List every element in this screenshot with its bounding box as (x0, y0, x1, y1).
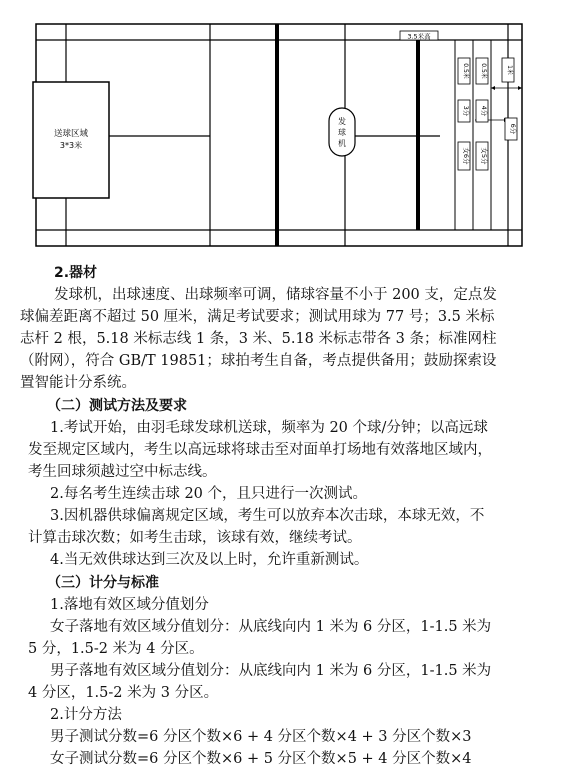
para-line: 3.因机器供球偏离规定区域，考生可以放弃本次击球，本球无效，不 (50, 508, 485, 524)
court-diagram (0, 0, 563, 262)
serve-area-box (33, 82, 109, 198)
para-line: （附网），符合 GB/T 19851；球拍考生自备，考点提供备用；鼓励探索设 (20, 353, 497, 369)
para-line: 计算击球次数；如考生击球，该球有效，继续考试。 (28, 530, 362, 546)
serve-area-size: 3*3米 (59, 141, 83, 150)
label-6fen: 6分 (509, 123, 517, 135)
para-line: 考生回球须越过空中标志线。 (28, 464, 217, 480)
heading-method: （二）测试方法及要求 (47, 398, 187, 414)
para-line: 1.落地有效区域分值划分 (50, 597, 209, 613)
label-05m-b: 0.5米 (480, 63, 487, 79)
para-line: 2.计分方法 (50, 707, 122, 723)
label-female6: 女6分 (462, 147, 470, 165)
serve-area-label: 送球区域 (53, 129, 89, 139)
svg-text:机: 机 (338, 139, 346, 148)
para-line: 4.当无效供球达到三次及以上时，允许重新测试。 (50, 552, 369, 568)
heading-scoring: （三）计分与标准 (47, 575, 159, 591)
document-body (0, 262, 563, 773)
para-line: 男子落地有效区域分值划分：从底线向内 1 米为 6 分区，1-1.5 米为 (50, 663, 492, 679)
para-line: 女子测试分数=6 分区个数×6 + 5 分区个数×5 + 4 分区个数×4 (50, 751, 472, 767)
label-05m-a: 0.5米 (462, 63, 469, 79)
para-line: 置智能计分系统。 (20, 375, 136, 391)
label-3fen: 3分 (462, 105, 470, 117)
para-line: 志杆 2 根，5.18 米标志线 1 条，3 米、5.18 米标志带各 3 条；标准网柱 (20, 331, 497, 347)
svg-text:球: 球 (338, 128, 346, 137)
para-line: 1.考试开始，由羽毛球发球机送球，频率为 20 个球/分钟；以高远球 (50, 420, 488, 436)
para-line: 发球机，出球速度、出球频率可调，储球容量不小于 200 支，定点发 (54, 287, 497, 303)
heading-equipment: 2.器材 (54, 265, 98, 281)
para-line: 发至规定区域内，考生以高远球将球击至对面单打场地有效落地区域内， (28, 442, 492, 458)
svg-text:发: 发 (338, 117, 346, 126)
para-line: 男子测试分数=6 分区个数×6 + 4 分区个数×4 + 3 分区个数×3 (50, 729, 472, 745)
label-female5: 女5分 (480, 147, 488, 165)
para-line: 2.每名考生连续击球 20 个，且只进行一次测试。 (50, 486, 368, 502)
label-35m: 3.5米高 (407, 32, 431, 41)
para-line: 球偏差距离不超过 50 厘米，满足考试要求；测试用球为 77 号；3.5 米标 (20, 309, 495, 325)
label-4fen: 4分 (480, 105, 488, 117)
para-line: 5 分，1.5-2 米为 4 分区。 (28, 641, 204, 657)
para-line: 4 分区，1.5-2 米为 3 分区。 (28, 685, 219, 701)
label-1m: 1米 (506, 65, 513, 75)
para-line: 女子落地有效区域分值划分：从底线向内 1 米为 6 分区，1-1.5 米为 (50, 619, 492, 635)
